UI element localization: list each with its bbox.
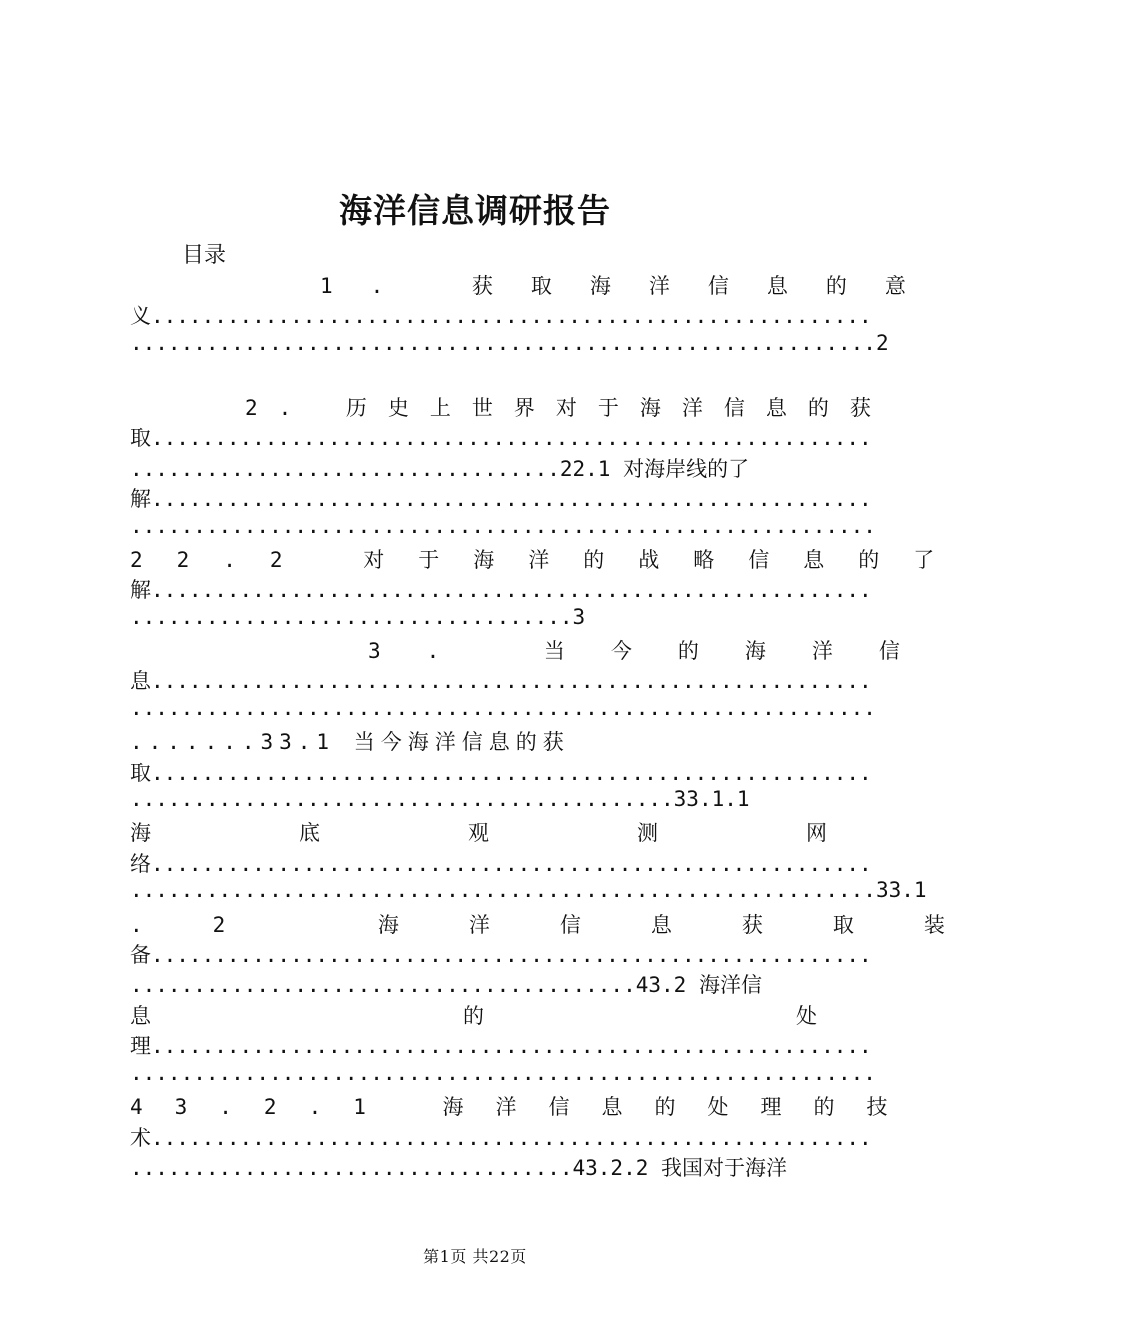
toc-line-10 [130, 574, 872, 604]
toc-line-28 [130, 1122, 872, 1152]
toc-dots: 取......................................................... [130, 426, 872, 450]
toc-line-25 [130, 1030, 872, 1060]
toc-line-29 [130, 1152, 830, 1182]
toc-dots: ...........................................................33.1 [130, 878, 927, 902]
toc-dots: ...................................3 [130, 605, 586, 629]
toc-line-11 [130, 605, 830, 635]
toc-dots: 络......................................................... [130, 852, 872, 876]
toc-text: ...................................43.2.2 我国对于海洋 [130, 1156, 788, 1180]
toc-line-19 [130, 848, 872, 878]
toc-line-24 [130, 1000, 1129, 1030]
toc-line-27 [130, 1091, 920, 1121]
toc-line-2 [130, 300, 872, 330]
toc-line-13 [130, 665, 872, 695]
toc-text: 2. 历史上世界对于海洋信息的获 [245, 396, 892, 420]
toc-dots: 息......................................................... [130, 669, 872, 693]
toc-line-18 [130, 817, 975, 847]
toc-text: 息的处 [130, 1004, 1129, 1028]
toc-line-4 [245, 392, 892, 422]
toc-line-22 [130, 939, 872, 969]
toc-dots: 术......................................................... [130, 1126, 872, 1150]
document-title: 海洋信息调研报告 [339, 191, 611, 230]
toc-line-17 [130, 787, 830, 817]
toc-dots: 解......................................................... [130, 578, 872, 602]
page-footer: 第1页 共22页 [423, 1247, 527, 1266]
toc-dots: ...........................................................2 [130, 331, 889, 355]
toc-line-20 [130, 878, 927, 908]
toc-dots: 备......................................................... [130, 943, 872, 967]
toc-dots: ..................................22.1 对海岸线的了 [130, 457, 750, 481]
toc-line-15 [130, 726, 830, 756]
toc-line-3 [130, 331, 889, 361]
toc-dots: 理......................................................... [130, 1034, 872, 1058]
toc-line-14 [130, 696, 876, 726]
toc-text: 22.2 对于海洋的战略信息的了 [130, 548, 969, 572]
toc-line-26 [130, 1061, 876, 1091]
toc-text: ........................................43.2 海洋信 [130, 973, 762, 997]
toc-line-23 [130, 969, 830, 999]
toc-text: 3. 当今的海洋信 [368, 639, 946, 663]
toc-line-12 [368, 635, 946, 665]
toc-line-1 [320, 270, 944, 300]
toc-dots: 解......................................................... [130, 487, 872, 511]
toc-dots: 义......................................................... [130, 304, 872, 328]
toc-text: 43.2.1 海洋信息的处理的技 [130, 1095, 920, 1119]
toc-dots: ...........................................33.1.1 [130, 787, 750, 811]
toc-line-9 [130, 544, 969, 574]
toc-dots: ........................................................... [130, 1061, 876, 1085]
toc-line-7 [130, 483, 872, 513]
toc-dots: ........................................................... [130, 514, 876, 538]
toc-text: 海底观测网 [130, 821, 975, 845]
toc-line-8 [130, 514, 876, 544]
toc-text: .2 海洋信息获取装 [130, 913, 1015, 937]
toc-line-6 [130, 453, 830, 483]
toc-heading: 目录 [182, 243, 227, 268]
toc-line-21 [130, 909, 1015, 939]
toc-text: .......33.1 当今海洋信息的获 [130, 730, 570, 754]
toc-text: 1. 获取海洋信息的意 [320, 274, 944, 298]
toc-line-16 [130, 757, 872, 787]
toc-dots: ........................................................... [130, 696, 876, 720]
toc-dots: 取......................................................... [130, 761, 872, 785]
toc-line-5 [130, 422, 872, 452]
